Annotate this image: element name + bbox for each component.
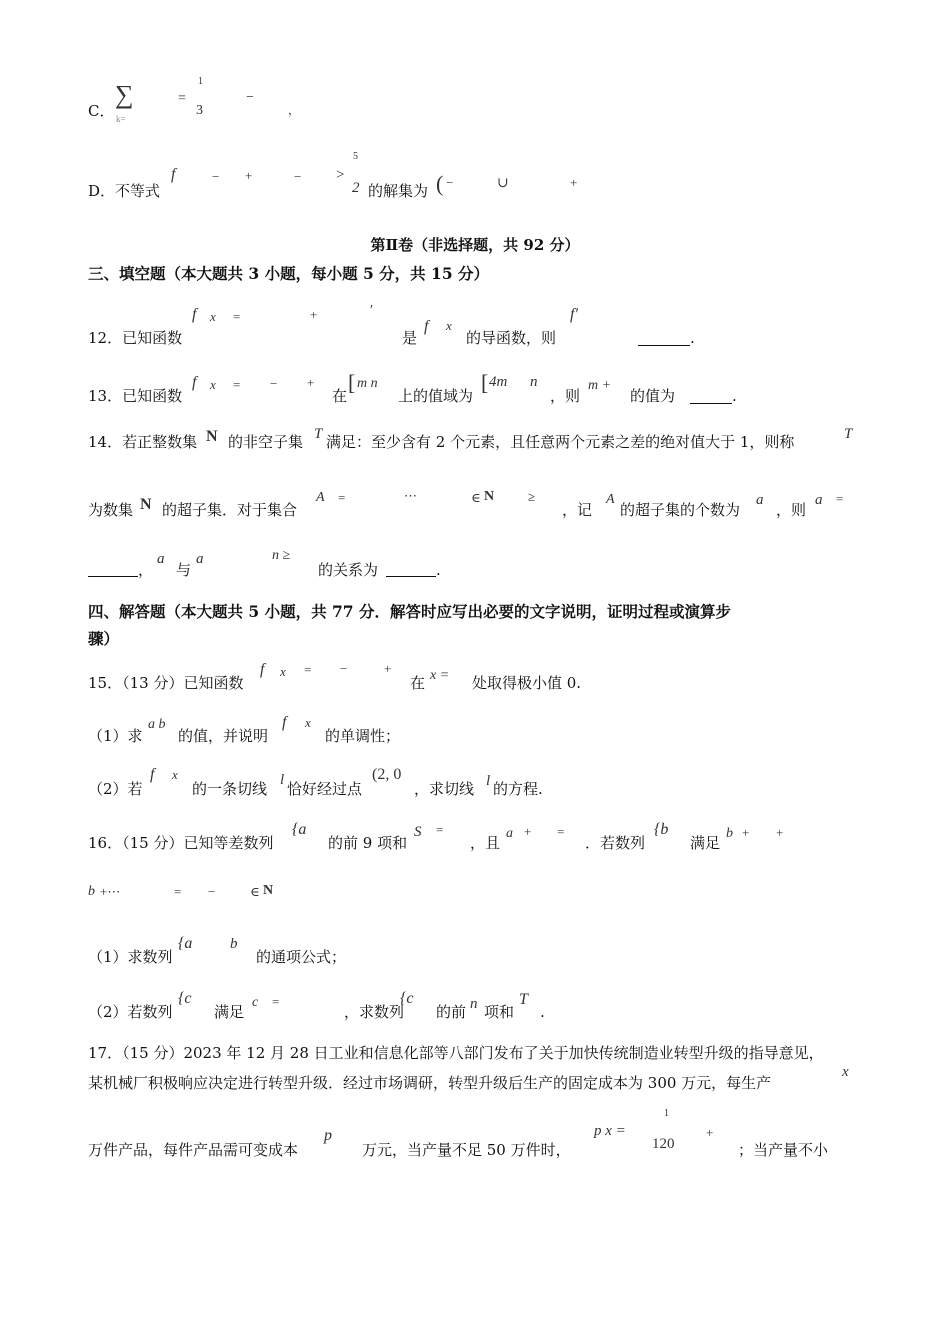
q15-part1-a: （1）求 (88, 727, 143, 745)
q14-nge: n ≥ (272, 548, 291, 563)
option-d-interval-plus: + (570, 175, 578, 190)
q16-bdots: +⋯ (100, 884, 121, 899)
q14-answer-blank-1[interactable] (88, 558, 138, 577)
q13-minus: − (270, 376, 278, 391)
q14-N: N (206, 428, 218, 445)
q16-part2-c: ，求数列 (344, 1003, 405, 1021)
q17-line3-a: 万件产品，每件产品需可变成本 (88, 1141, 299, 1159)
q15-part2-a: （2）若 (88, 780, 143, 798)
q14-ge: ≥ (528, 489, 536, 504)
q16-part1-a: （1）求数列 (88, 948, 173, 966)
q14-superset-text: 的超子集．对于集合 (162, 501, 298, 519)
q14-equals2: = (836, 491, 844, 506)
q14-condition: 满足：至少含有 2 个元素，且任意两个元素之差的绝对值大于 1，则称 (326, 433, 795, 451)
q12-intro: 12．已知函数 (88, 329, 183, 347)
q14-A: A (316, 490, 325, 505)
option-d-interval-minus: − (446, 175, 454, 190)
q15-f2: f (282, 714, 287, 731)
q13-answer-blank[interactable] (690, 385, 732, 404)
q16-a: a (506, 826, 513, 841)
option-d-minus2: − (294, 169, 302, 184)
q14-a2: a (815, 492, 823, 508)
section-3-heading: 三、填空题（本大题共 3 小题，每小题 5 分，共 15 分） (88, 264, 490, 283)
q12-x2: x (446, 318, 452, 333)
q17-line3-c: ；当产量不小 (738, 1141, 829, 1159)
q17-line1: 17．（15 分）2023 年 12 月 28 日工业和信息化部等八部门发布了关于加快传统制造业转型升级的指导意见， (88, 1044, 824, 1062)
q14-and: 与 (176, 561, 192, 579)
q16-in: ∈ (250, 884, 260, 899)
q15-plus: + (384, 661, 392, 676)
q14-for-set: 为数集 (88, 501, 134, 519)
q16-intro: 16．（15 分）已知等差数列 (88, 834, 274, 852)
q12-answer-blank[interactable] (638, 327, 690, 346)
q15-part2-b: 的一条切线 (192, 780, 268, 798)
q14-equals: = (338, 490, 346, 505)
option-d-exponent: 5 (353, 151, 358, 162)
q15-at: 在 (410, 674, 426, 692)
q16-S: S (414, 824, 422, 840)
q16-minus: − (208, 884, 216, 899)
q17-one: 1 (664, 1108, 669, 1119)
q13-range-text: 上的值域为 (398, 387, 474, 405)
q16-cn: {c (178, 990, 192, 1007)
q17-x: x (842, 1064, 849, 1080)
q16-n: n (470, 996, 478, 1012)
q16-part2-b: 满足 (214, 1003, 245, 1021)
q16-bn: {b (654, 821, 669, 838)
volume-ii-heading: 第Ⅱ卷（非选择题，共 92 分） (370, 236, 580, 254)
q12-f: f (192, 306, 197, 323)
q12-fprime: f′ (570, 306, 578, 323)
q16-part2-e: 项和 (484, 1003, 515, 1021)
q14-a: a (756, 492, 764, 508)
q14-end: . (436, 561, 441, 579)
q14-N2: N (140, 496, 152, 513)
q16-satisfies: 满足 (690, 834, 721, 852)
q14-denote: ，记 (562, 501, 593, 519)
option-d-minus1: − (212, 169, 220, 184)
q12-f2: f (424, 318, 429, 335)
q12-equals: = (233, 309, 241, 324)
q16-b2: b (88, 884, 95, 899)
q14-a3: a (157, 551, 165, 567)
q16-Tn: T (519, 991, 528, 1008)
q14-N3: N (484, 489, 495, 504)
q13-f: f (192, 374, 197, 391)
q15-x: x (280, 664, 286, 679)
q17-line3-b: 万元，当产量不足 50 万件时， (362, 1141, 571, 1159)
option-c (88, 101, 114, 121)
q13-4m: 4m (489, 374, 508, 390)
q17-px: p x = (594, 1123, 626, 1139)
q13-x: x (210, 377, 216, 392)
section-4-heading-cont: 骤） (88, 629, 120, 648)
q15-intro: 15．（13 分）已知函数 (88, 674, 244, 692)
q14-then: ，则 (776, 501, 807, 519)
option-c-label: C． (88, 102, 115, 120)
q13-end: . (732, 387, 737, 405)
q16-plus: + (524, 824, 532, 839)
q15-ab: a b (148, 717, 166, 732)
q15-l2: l (486, 773, 491, 789)
q16-an: {a (292, 821, 307, 838)
q15-part1-b: 的值，并说明 (178, 727, 269, 745)
q13-mplus: m + (588, 378, 612, 393)
q16-part2-a: （2）若数列 (88, 1003, 173, 1021)
q15-part1-c: 的单调性； (325, 727, 401, 745)
q16-equals4: = (272, 994, 280, 1009)
q15-l: l (280, 772, 285, 788)
q15-xeq: x = (430, 668, 450, 683)
q17-line2: 某机械厂积极响应决定进行转型升级．经过市场调研，转型升级后生产的固定成本为 300 万元，每生产 (88, 1074, 772, 1092)
q16-equals3: = (174, 884, 182, 899)
q15-x3: x (172, 767, 178, 782)
q15-extremum: 处取得极小值 0. (472, 674, 582, 692)
option-d-plus: + (245, 168, 253, 183)
q16-b3: b (230, 936, 238, 952)
q15-f: f (260, 661, 265, 678)
q13-on: 在 (332, 387, 348, 405)
q16-end: . (540, 1003, 545, 1021)
q13-equals: = (233, 377, 241, 392)
q16-sum-text: 的前 9 项和 (328, 834, 408, 852)
q14-T: T (314, 426, 323, 442)
option-c-comma: ， (288, 103, 301, 117)
q16-cn2: {c (400, 990, 414, 1007)
q14-A2: A (606, 492, 615, 507)
q14-intro: 14．若正整数集 (88, 433, 198, 451)
q16-part1-b: 的通项公式； (256, 948, 347, 966)
option-d-f: f (171, 166, 176, 183)
option-c-numerator: 1 (198, 76, 203, 87)
sigma-symbol: ∑ (115, 80, 134, 109)
q12-x: x (210, 309, 216, 324)
section-4-heading: 四、解答题（本大题共 5 小题，共 77 分．解答时应写出必要的文字说明，证明过程或演算步 (88, 602, 731, 621)
q16-equals2: = (557, 824, 565, 839)
q16-part2-d: 的前 (436, 1003, 467, 1021)
q14-dots: ⋯ (404, 488, 417, 503)
q16-b: b (726, 826, 733, 841)
q16-plus2: + (742, 825, 750, 840)
option-c-equals: = (178, 91, 186, 106)
option-d-tail: 的解集为 (368, 182, 429, 200)
q14-a4: a (196, 551, 204, 567)
q16-and: ，且 (470, 834, 501, 852)
q17-plus: + (706, 1125, 714, 1140)
q17-p: p (324, 1127, 332, 1144)
option-d-greater: > (336, 167, 345, 183)
q15-minus: − (340, 661, 348, 676)
q15-point: (2, 0 (372, 766, 402, 783)
q16-plus3: + (776, 825, 784, 840)
q13-bracket1: [ (348, 370, 356, 395)
q15-part2-e: 的方程. (493, 780, 543, 798)
option-c-denominator: 3 (196, 103, 203, 118)
q16-c: c (252, 995, 259, 1010)
q15-part2-c: 恰好经过点 (287, 780, 363, 798)
q14-T2: T (844, 426, 853, 442)
q14-comma: ， (138, 561, 154, 579)
q15-equals: = (304, 662, 312, 677)
q16-an2: {a (178, 935, 193, 952)
q12-end: . (690, 329, 695, 347)
q13-plus: + (307, 375, 315, 390)
q13-intro: 13．已知函数 (88, 387, 183, 405)
q14-in: ∈ (471, 490, 481, 505)
option-c-minus: − (246, 90, 254, 105)
q15-x2: x (305, 715, 311, 730)
q16-if-seq: ．若数列 (585, 834, 646, 852)
q15-f3: f (150, 766, 155, 783)
q16-equals: = (436, 822, 444, 837)
q14-relation-text: 的关系为 (318, 561, 379, 579)
option-d (88, 181, 160, 201)
q13-n: n (530, 374, 538, 390)
q16-N: N (263, 883, 274, 898)
q13-then: ，则 (550, 387, 581, 405)
q15-part2-d: ，求切线 (414, 780, 475, 798)
q12-is: 是 (402, 329, 418, 347)
option-d-label: D．不等式 (88, 182, 161, 200)
q13-mn: m n (357, 376, 378, 391)
q14-subset-text: 的非空子集 (228, 433, 304, 451)
q14-answer-blank-2[interactable] (386, 558, 436, 577)
q12-derivative-text: 的导函数，则 (466, 329, 557, 347)
q14-count-text: 的超子集的个数为 (620, 501, 741, 519)
option-d-union: ∪ (497, 176, 509, 191)
q17-120: 120 (652, 1136, 675, 1152)
option-d-two: 2 (352, 180, 360, 196)
option-d-paren: ( (436, 171, 444, 196)
q12-prime: ′ (370, 303, 374, 318)
q12-plus: + (310, 307, 318, 322)
q13-bracket2: [ (481, 370, 489, 395)
q13-value-text: 的值为 (630, 387, 676, 405)
sigma-lower-bound: k= (116, 114, 126, 124)
